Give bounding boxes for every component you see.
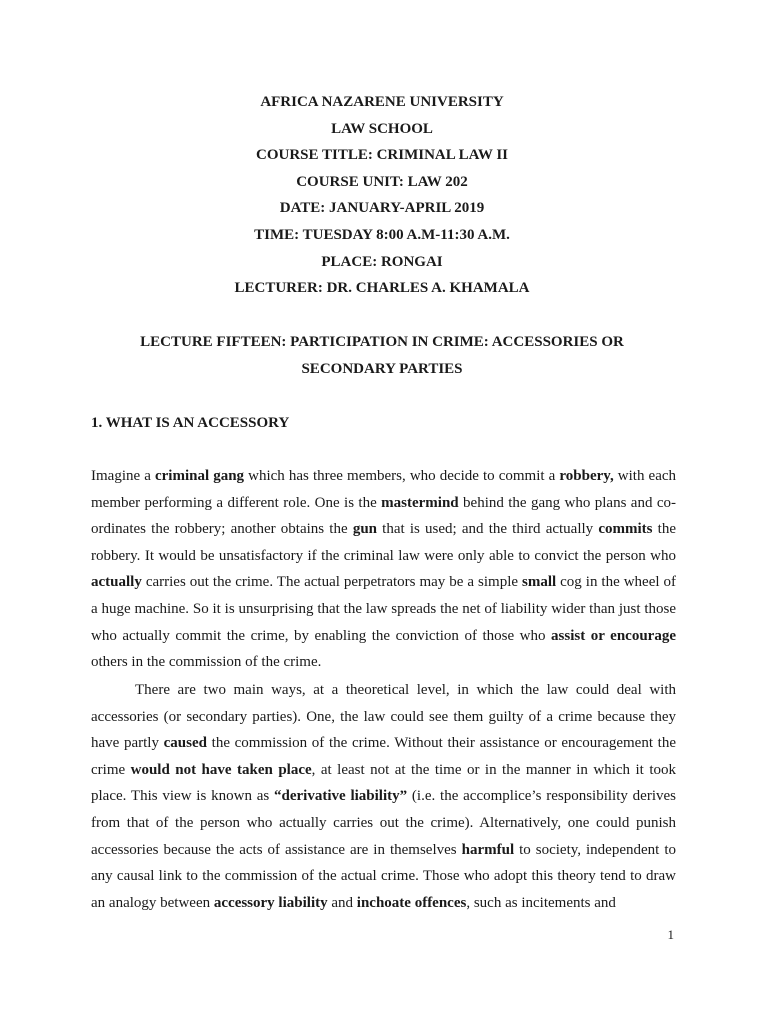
lecture-title — [0, 332, 764, 385]
text-run: to society, independent to any causal link to the commission of the actual crime. Those who adopt this theory tend to draw an analogy between — [91, 841, 676, 911]
text-run: others in the commission of the crime. — [91, 654, 322, 671]
bold-term: assist or encourage — [551, 627, 676, 644]
text-run: the robbery. It would be unsatisfactory if the criminal law were only able to convict the person who — [91, 521, 676, 564]
text-run: , at least not at the time or in the manner in which it took place. This view is known as — [91, 761, 676, 805]
document-header — [0, 92, 764, 305]
text-run: with each member performing a different role. One is the — [91, 468, 677, 511]
paragraph-1 — [91, 463, 676, 676]
bold-term: “derivative liability” — [274, 788, 408, 805]
lecture-title-line-2: SECONDARY PARTIES — [301, 360, 463, 377]
text-run: cog in the wheel of a huge machine. So it is unsurprising that the law spreads the net of liability wider than just those who actually commit the crime, by enabling the conviction of those who — [91, 574, 676, 644]
paragraph-2 — [91, 677, 676, 916]
section-heading: 1. WHAT IS AN ACCESSORY — [91, 415, 290, 431]
bold-term: robbery, — [559, 468, 614, 484]
course-title: COURSE TITLE: CRIMINAL LAW II — [255, 147, 508, 164]
text-run: and — [327, 894, 357, 911]
text-run: There are two main ways, at a theoretical level, in which the law could deal with accessories (or secondary parties). One, the law could see them guilty of a crime because they have partly — [91, 682, 676, 752]
bold-term: mastermind — [381, 494, 459, 511]
text-run: (i.e. the accomplice’s responsibility derives from that of the person who actually carries out the crime). Alternatively, one could punish accessories because the acts of assistance are in themselves — [91, 788, 676, 858]
text-run: Imagine a — [91, 468, 155, 484]
course-date: DATE: JANUARY-APRIL 2019 — [279, 200, 485, 217]
bold-term: actually — [91, 574, 142, 591]
bold-term: gun — [352, 521, 377, 538]
university-name: AFRICA NAZARENE UNIVERSITY — [260, 94, 504, 110]
text-run: carries out the crime. The actual perpetrators may be a simple — [141, 574, 522, 591]
bold-term: commits — [598, 521, 653, 538]
lecture-title-line-1: LECTURE FIFTEEN: PARTICIPATION IN CRIME: ACCESSORIES OR — [140, 334, 624, 350]
bold-term: small — [522, 574, 557, 591]
bold-term: would not have taken place — [130, 761, 312, 778]
text-run: behind the gang who plans and co-ordinates the robbery; another obtains the — [91, 494, 676, 538]
text-run: the commission of the crime. Without their assistance or encouragement the crime — [91, 735, 676, 778]
bold-term: criminal gang — [154, 468, 245, 484]
text-run: which has three members, who decide to commit a — [244, 468, 560, 484]
text-run: , such as incitements and — [466, 894, 616, 911]
bold-term: inchoate offences — [356, 894, 467, 911]
bold-term: caused — [163, 735, 207, 752]
page-number: 1 — [667, 927, 674, 942]
text-run: that is used; and the third actually — [377, 521, 599, 538]
course-unit: COURSE UNIT: LAW 202 — [296, 173, 468, 190]
bold-term: harmful — [461, 841, 515, 858]
lecturer-name: LECTURER: DR. CHARLES A. KHAMALA — [234, 280, 530, 297]
course-place: PLACE: RONGAI — [321, 253, 443, 270]
bold-term: accessory liability — [213, 894, 328, 911]
school-name: LAW SCHOOL — [331, 120, 433, 137]
course-time: TIME: TUESDAY 8:00 A.M-11:30 A.M. — [254, 226, 510, 243]
